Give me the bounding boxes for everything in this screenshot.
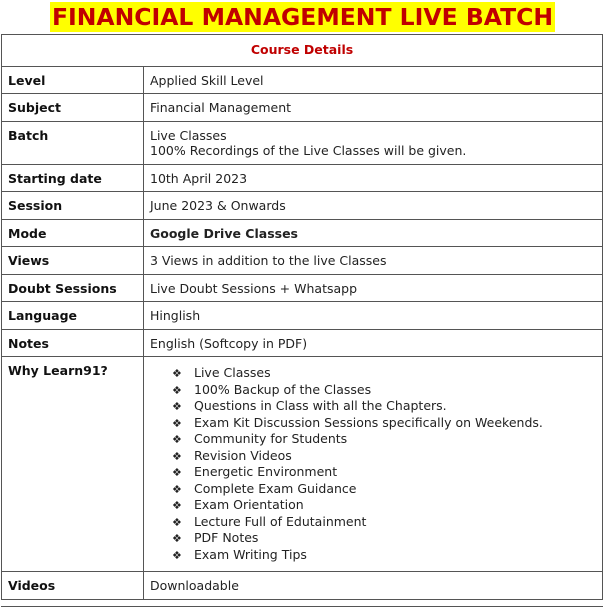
- row-label-subject: Subject: [2, 94, 144, 122]
- diamond-bullet-icon: ❖: [172, 482, 182, 496]
- row-label-mode: Mode: [2, 219, 144, 247]
- why-item-text: Exam Writing Tips: [194, 546, 307, 562]
- why-item-text: 100% Backup of the Classes: [194, 381, 372, 397]
- row-label-batch: Batch: [2, 121, 144, 164]
- row-value-language: Hinglish: [144, 302, 603, 330]
- diamond-bullet-icon: ❖: [172, 383, 182, 397]
- diamond-bullet-icon: ❖: [172, 416, 182, 430]
- row-label-session: Session: [2, 192, 144, 220]
- diamond-bullet-icon: ❖: [172, 532, 182, 545]
- list-item: [172, 481, 596, 498]
- diamond-bullet-icon: ❖: [172, 367, 182, 380]
- row-label-why-learn91: Why Learn91?: [2, 357, 144, 572]
- list-item: [172, 464, 596, 481]
- list-item: [172, 382, 596, 399]
- row-label-views: Views: [2, 247, 144, 275]
- row-value-notes: English (Softcopy in PDF): [144, 329, 603, 357]
- list-item: [172, 514, 596, 531]
- why-item-text: Complete Exam Guidance: [194, 480, 357, 496]
- row-value-views: 3 Views in addition to the live Classes: [144, 247, 603, 275]
- table-row: [2, 329, 603, 357]
- table-row: [2, 357, 603, 572]
- why-item-text: Energetic Environment: [194, 464, 338, 479]
- row-label-language: Language: [2, 302, 144, 330]
- title-wrap: [0, 0, 605, 34]
- table-row: [2, 164, 603, 192]
- why-item-text: Community for Students: [194, 431, 348, 446]
- list-item: [172, 398, 596, 415]
- row-label-videos: Videos: [2, 572, 144, 600]
- batch-line-2: 100% Recordings of the Live Classes will be given.: [150, 143, 467, 158]
- row-label-doubt-sessions: Doubt Sessions: [2, 274, 144, 302]
- why-item-text: Questions in Class with all the Chapters.: [194, 398, 447, 413]
- table-header-row: [2, 35, 603, 67]
- why-item-text: Exam Kit Discussion Sessions specifically on Weekends.: [194, 414, 543, 430]
- row-value-batch: [144, 121, 603, 164]
- diamond-bullet-icon: ❖: [172, 433, 182, 446]
- list-item: [172, 365, 596, 382]
- row-label-starting-date: Starting date: [2, 164, 144, 192]
- course-details-table: [1, 34, 603, 600]
- table-row: [2, 274, 603, 302]
- diamond-bullet-icon: ❖: [172, 400, 182, 413]
- row-value-videos: Downloadable: [144, 572, 603, 600]
- row-value-session: June 2023 & Onwards: [144, 192, 603, 220]
- diamond-bullet-icon: ❖: [172, 548, 182, 562]
- row-value-doubt-sessions: Live Doubt Sessions + Whatsapp: [144, 274, 603, 302]
- diamond-bullet-icon: ❖: [172, 515, 182, 529]
- why-item-text: Revision Videos: [194, 447, 292, 463]
- why-learn91-list: [150, 365, 596, 563]
- row-value-mode: Google Drive Classes: [144, 219, 603, 247]
- table-row: [2, 66, 603, 94]
- table-row: [2, 572, 603, 600]
- table-row: [2, 121, 603, 164]
- why-item-text: Exam Orientation: [194, 497, 304, 512]
- diamond-bullet-icon: ❖: [172, 449, 182, 463]
- table-row: [2, 94, 603, 122]
- why-item-text: Lecture Full of Edutainment: [194, 513, 367, 529]
- batch-line-1: Live Classes: [150, 127, 227, 143]
- table-row: [2, 219, 603, 247]
- why-item-text: PDF Notes: [194, 530, 259, 545]
- table-row: [2, 302, 603, 330]
- why-item-text: Live Classes: [194, 365, 271, 380]
- row-label-level: Level: [2, 66, 144, 94]
- diamond-bullet-icon: ❖: [172, 499, 182, 512]
- page-title: FINANCIAL MANAGEMENT LIVE BATCH: [51, 3, 554, 31]
- list-item: [172, 415, 596, 432]
- row-value-why-learn91: [144, 357, 603, 572]
- list-item: [172, 530, 596, 547]
- list-item: [172, 448, 596, 465]
- table-header: Course Details: [2, 35, 603, 67]
- row-value-starting-date: 10th April 2023: [144, 164, 603, 192]
- list-item: [172, 431, 596, 448]
- row-value-level: Applied Skill Level: [144, 66, 603, 94]
- bottom-divider: [1, 606, 603, 607]
- list-item: [172, 497, 596, 514]
- diamond-bullet-icon: ❖: [172, 466, 182, 479]
- table-row: [2, 247, 603, 275]
- row-value-subject: Financial Management: [144, 94, 603, 122]
- table-row: [2, 192, 603, 220]
- row-label-notes: Notes: [2, 329, 144, 357]
- list-item: [172, 547, 596, 564]
